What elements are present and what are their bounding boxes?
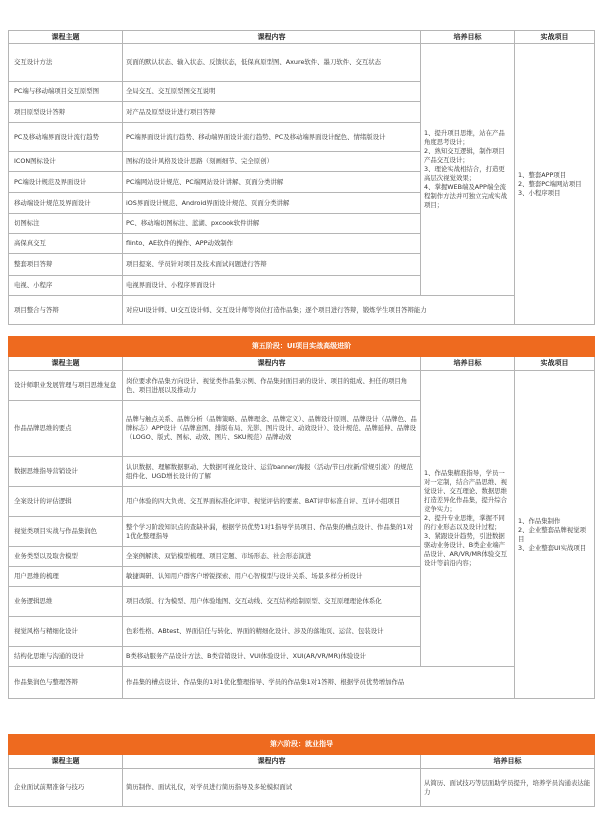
row-content: 项目提案、学员针对项目及技术面试问题进行答辩 (123, 254, 421, 276)
header-goal: 培养目标 (421, 31, 515, 44)
section6-title: 第六阶段：就业指导 (9, 735, 595, 755)
table-row (9, 44, 595, 82)
row-topic: 设计师职业发展管理与项目思维复盘 (9, 371, 123, 401)
row-content: PC端网站设计规范、PC端网站设计讲解、页面分类讲解 (123, 172, 421, 193)
row-content: 全局交互、交互原型图交互说明 (123, 82, 421, 102)
row-topic: PC端设计规范及界面设计 (9, 172, 123, 193)
row-content: 图标的设计风格及设计思路（刻画细节、完全原创） (123, 152, 421, 172)
table-row (9, 296, 595, 325)
section6-table (8, 734, 595, 807)
row-topic: 项目整合与答辩 (9, 296, 123, 325)
section4-header-row (9, 31, 595, 44)
header-content: 课程内容 (123, 31, 421, 44)
row-topic: 用户思维的梳理 (9, 567, 123, 587)
row-topic: 视觉类项目实战与作品集润色 (9, 517, 123, 547)
row-content: 电视界面设计、小程序界面设计 (123, 276, 421, 296)
row-content: 用户体验的四大负责、交互界面标准化评审、视觉评估的要素、BAT评审标准自评、互评小组项目 (123, 487, 421, 517)
section5-title-row (9, 337, 595, 357)
row-content: 整个学习阶段知识点的查缺补漏，根据学员优势1对1指导学员项目、作品集的槽点设计、作品集的1对1优化整理指导 (123, 517, 421, 547)
section5-project: 1、作品集制作 2、企业整套品牌视觉项目 3、企业整套UI实战项目 (515, 371, 595, 699)
section6-header-row (9, 755, 595, 769)
row-content: 页面的默认状态、输入状态、反馈状态，低保真原型图、Axure软件、墨刀软件、交互状态 (123, 44, 421, 82)
section5-table (8, 336, 595, 699)
row-content: 岗位要求作品集方向设计、视觉类作品集示例、作品集封面目录的设计、项目的组成、担任的项目角色、项目进展以及推动力 (123, 371, 421, 401)
table-row (9, 769, 595, 807)
row-content: 对产品及原型设计进行项目答辩 (123, 102, 421, 123)
row-topic: 业务逻辑思维 (9, 587, 123, 617)
row-content: 认识数据、理解数据驱动、大数据可视化设计、运营banner/海报（活动/节日/拉新/常规引流）的规范组件化、UGD增长设计的了解 (123, 457, 421, 487)
section4-goal: 1、提升项目思维，站在产品角度思考设计； 2、熟知交互逻辑，制作项目产品交互设计； 3、理论实战相结合，打造更高层次视觉效果； 4、掌握WEB端及APP端全流程制作方法并可独立完成实战项目； (421, 44, 515, 296)
row-topic: 移动端设计规范及界面设计 (9, 193, 123, 214)
row-topic: 交互设计方法 (9, 44, 123, 82)
row-topic: 业务类型以及取舍模型 (9, 547, 123, 567)
section5-goal: 1、作品集精准指导，学员一对一定制，结合产品思维、视觉设计、交互理论、数据思维打造差异化作品集，提升综合竞争实力； 2、提升专业思维，掌握不同的行业形态以及设计过程； 3、紧跟设计趋势，引进数据驱动业务设计、B类企业端产品设计、AR/VR/MR体验交互设计等前沿内容； (421, 371, 515, 667)
row-topic: PC及移动端界面设计流行趋势 (9, 123, 123, 152)
row-content: 品牌与触点关系、品牌分析（品牌策略、品牌理念、品牌定义）、品牌设计原则、品牌设计（品牌色、品牌标志）APP设计（品牌意图、排版布局、光影、图片设计、动效设计）、设计规范、品牌延伸、品牌设（LOGO、版式、图标、动效、图片、SKU规范）品牌动效 (123, 401, 421, 457)
header-project: 实战项目 (515, 31, 595, 44)
row-content: 全案例解读、双钻模型梳理、项目定题、市场形态、社会形态演进 (123, 547, 421, 567)
row-topic: 切图标注 (9, 214, 123, 234)
header-topic: 课程主题 (9, 357, 123, 371)
row-topic: 作品品牌思维的要点 (9, 401, 123, 457)
row-topic: 全案设计的评估逻辑 (9, 487, 123, 517)
section5-header-row (9, 357, 595, 371)
row-topic: 视觉风格与精细化设计 (9, 617, 123, 647)
header-content: 课程内容 (123, 755, 421, 769)
header-content: 课程内容 (123, 357, 421, 371)
row-topic: 电视、小程序 (9, 276, 123, 296)
row-content: iOS界面设计规范、Android界面设计规范、页面分类讲解 (123, 193, 421, 214)
row-content: 色彩性格、ABtest、界面信任与转化、界面的精细化设计、涉及的落地页、运营、包装设计 (123, 617, 421, 647)
section6-title-row (9, 735, 595, 755)
row-content: 简历制作、面试礼仪，对学员进行简历指导及多轮模拟面试 (123, 769, 421, 807)
row-topic: ICON图标设计 (9, 152, 123, 172)
row-topic: 结构化思维与沟通的设计 (9, 647, 123, 667)
header-project: 实战项目 (515, 357, 595, 371)
header-goal: 培养目标 (421, 755, 595, 769)
row-topic: 数据思维指导营销设计 (9, 457, 123, 487)
row-topic: PC端与移动端项目交互原型图 (9, 82, 123, 102)
row-content: 作品集的槽点设计、作品集的1对1优化整理指导、学员的作品集1对1答辩、根据学员优势增加作品 (123, 667, 515, 699)
section4-table (8, 30, 595, 325)
table-row (9, 371, 595, 401)
row-topic: 高保真交互 (9, 234, 123, 254)
row-goal: 从简历、面试技巧等层面助学员提升，培养学员沟通表达能力 (421, 769, 595, 807)
table-row (9, 667, 595, 699)
row-content: 项目改版、行为模型、用户体验地图、交互动线、交互结构绘制原型、交互原理理论体系化 (123, 587, 421, 617)
row-topic: 作品集润色与整理答辩 (9, 667, 123, 699)
header-topic: 课程主题 (9, 31, 123, 44)
row-content: flinto、AE软件的操作、APP动效制作 (123, 234, 421, 254)
header-goal: 培养目标 (421, 357, 515, 371)
row-topic: 项目原型设计答辩 (9, 102, 123, 123)
row-content: 对应UI设计师、UI交互设计师、交互设计师等岗位打造作品集；逐个项目进行答辩，锻炼学生项目答辩能力 (123, 296, 515, 325)
row-content: B类移动服务产品设计方法、B类营销设计、VUI体验设计、XUI(AR/VR/MR)体验设计 (123, 647, 421, 667)
row-content: 敏捷调研、认知用户群客户增锐探索、用户心智模型与设计关系、场景多样分析设计 (123, 567, 421, 587)
section4-project: 1、整套APP项目 2、整套PC端网站项目 3、小程序项目 (515, 44, 595, 325)
section5-title: 第五阶段：UI项目实战高级进阶 (9, 337, 595, 357)
header-topic: 课程主题 (9, 755, 123, 769)
row-content: PC端界面设计流行趋势、移动端界面设计流行趋势、PC及移动端界面设计配色、情绪版设计 (123, 123, 421, 152)
row-topic: 整套项目答辩 (9, 254, 123, 276)
row-content: PC、移动端切图标注、蓝湖、pxcook软件讲解 (123, 214, 421, 234)
row-topic: 企业面试前期准备与技巧 (9, 769, 123, 807)
